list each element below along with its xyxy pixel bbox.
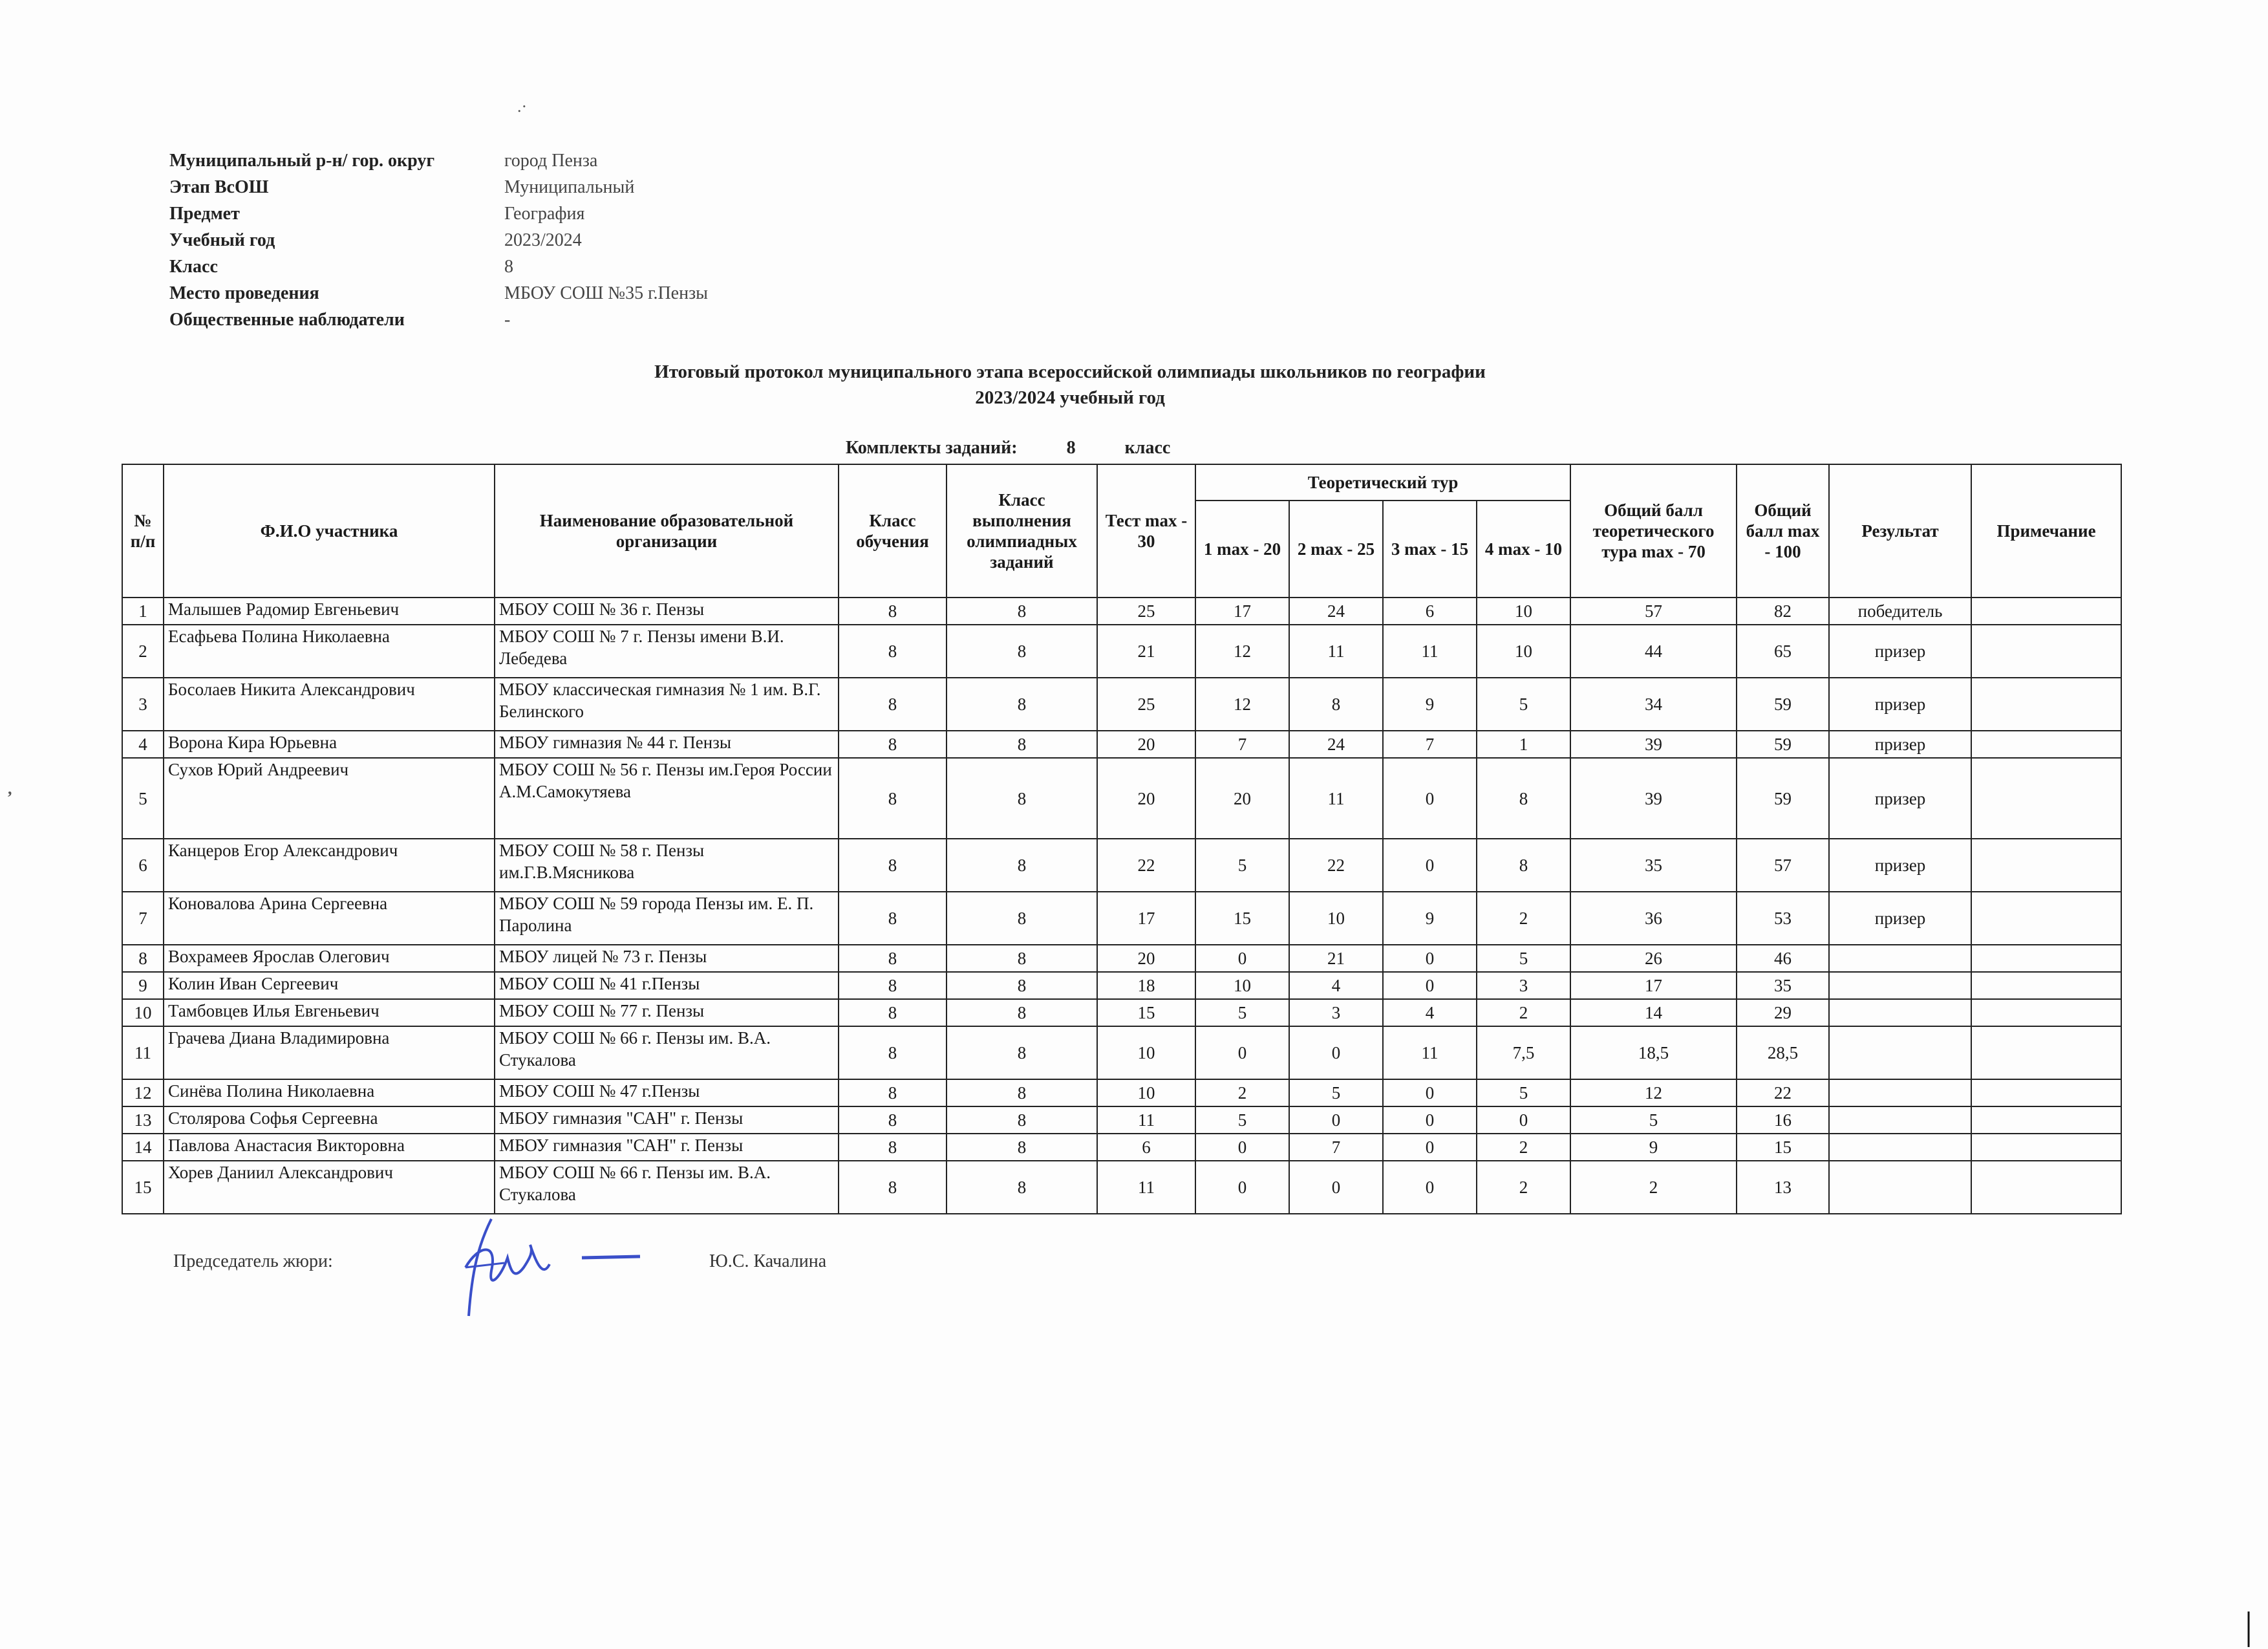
row-number: 6 [122, 839, 164, 892]
theory-total: 35 [1570, 839, 1737, 892]
chair-label: Председатель жюри: [173, 1251, 333, 1271]
test-score: 20 [1097, 945, 1195, 972]
task-3-score: 11 [1383, 625, 1477, 678]
task-grade: 8 [947, 1079, 1097, 1106]
participant-name: Коновалова Арина Сергеевна [164, 892, 495, 945]
participant-name: Хорев Даниил Александрович [164, 1161, 495, 1214]
task-1-score: 5 [1195, 999, 1289, 1026]
result: призер [1829, 731, 1971, 758]
participant-name: Есафьева Полина Николаевна [164, 625, 495, 678]
total-score: 28,5 [1737, 1026, 1829, 1079]
header-grade: Класс обучения [839, 464, 947, 598]
total-score: 46 [1737, 945, 1829, 972]
meta-row-observers [169, 307, 708, 333]
meta-value: 2023/2024 [504, 230, 582, 250]
test-score: 25 [1097, 598, 1195, 625]
theory-total: 26 [1570, 945, 1737, 972]
school-name: МБОУ СОШ № 59 города Пензы им. Е. П. Паролина [495, 892, 839, 945]
row-number: 3 [122, 678, 164, 731]
total-score: 59 [1737, 678, 1829, 731]
row-number: 13 [122, 1106, 164, 1134]
task-2-score: 0 [1289, 1106, 1383, 1134]
task-2-score: 22 [1289, 839, 1383, 892]
result [1829, 1134, 1971, 1161]
result: призер [1829, 678, 1971, 731]
theory-total: 57 [1570, 598, 1737, 625]
grade: 8 [839, 1026, 947, 1079]
table-row [122, 1106, 2121, 1134]
task-kit [846, 438, 1170, 458]
header-task-3: 3 max - 15 [1383, 501, 1477, 598]
meta-row-venue [169, 280, 708, 307]
header-task-2: 2 max - 25 [1289, 501, 1383, 598]
row-number: 14 [122, 1134, 164, 1161]
task-4-score: 5 [1477, 945, 1570, 972]
meta-row-grade [169, 253, 708, 280]
signature-drawing [453, 1206, 647, 1322]
task-4-score: 10 [1477, 598, 1570, 625]
grade: 8 [839, 731, 947, 758]
task-3-score: 4 [1383, 999, 1477, 1026]
result [1829, 1161, 1971, 1214]
meta-row-year [169, 227, 708, 253]
title-line-1: Итоговый протокол муниципального этапа всероссийской олимпиады школьников по географии [654, 361, 1486, 382]
task-grade: 8 [947, 999, 1097, 1026]
theory-total: 5 [1570, 1106, 1737, 1134]
result [1829, 1026, 1971, 1079]
note [1971, 598, 2121, 625]
task-4-score: 2 [1477, 1161, 1570, 1214]
table-row [122, 598, 2121, 625]
task-4-score: 0 [1477, 1106, 1570, 1134]
test-score: 15 [1097, 999, 1195, 1026]
document-meta [169, 147, 708, 333]
participant-name: Малышев Радомир Евгеньевич [164, 598, 495, 625]
grade: 8 [839, 839, 947, 892]
total-score: 53 [1737, 892, 1829, 945]
protocol-title [0, 359, 2140, 411]
row-number: 12 [122, 1079, 164, 1106]
test-score: 11 [1097, 1161, 1195, 1214]
theory-total: 39 [1570, 758, 1737, 839]
theory-total: 2 [1570, 1161, 1737, 1214]
note [1971, 972, 2121, 999]
header-task-4: 4 max - 10 [1477, 501, 1570, 598]
task-1-score: 5 [1195, 839, 1289, 892]
task-4-score: 5 [1477, 678, 1570, 731]
result [1829, 1106, 1971, 1134]
task-2-score: 8 [1289, 678, 1383, 731]
meta-label: Муниципальный р-н/ гор. округ [169, 150, 435, 171]
note [1971, 1161, 2121, 1214]
school-name: МБОУ СОШ № 41 г.Пензы [495, 972, 839, 999]
kit-label: Комплекты заданий: [846, 438, 1018, 458]
task-4-score: 8 [1477, 839, 1570, 892]
total-score: 13 [1737, 1161, 1829, 1214]
task-1-score: 0 [1195, 1134, 1289, 1161]
total-score: 29 [1737, 999, 1829, 1026]
test-score: 10 [1097, 1079, 1195, 1106]
note [1971, 731, 2121, 758]
total-score: 65 [1737, 625, 1829, 678]
participant-name: Синёва Полина Николаевна [164, 1079, 495, 1106]
results-table [122, 464, 2122, 1214]
table-body [122, 598, 2121, 1214]
school-name: МБОУ гимназия "САН" г. Пензы [495, 1106, 839, 1134]
grade: 8 [839, 1079, 947, 1106]
table-row [122, 839, 2121, 892]
grade: 8 [839, 678, 947, 731]
grade: 8 [839, 1161, 947, 1214]
theory-total: 14 [1570, 999, 1737, 1026]
task-grade: 8 [947, 1134, 1097, 1161]
task-1-score: 12 [1195, 678, 1289, 731]
meta-row-district [169, 147, 708, 174]
table-row [122, 758, 2121, 839]
header-theory: Теоретический тур [1195, 464, 1570, 501]
task-1-score: 12 [1195, 625, 1289, 678]
task-4-score: 10 [1477, 625, 1570, 678]
table-row [122, 731, 2121, 758]
test-score: 6 [1097, 1134, 1195, 1161]
task-4-score: 8 [1477, 758, 1570, 839]
note [1971, 892, 2121, 945]
task-1-score: 17 [1195, 598, 1289, 625]
meta-value: - [504, 309, 511, 330]
row-number: 11 [122, 1026, 164, 1079]
meta-label: Класс [169, 256, 218, 277]
theory-total: 9 [1570, 1134, 1737, 1161]
school-name: МБОУ СОШ № 66 г. Пензы им. В.А. Стукалова [495, 1026, 839, 1079]
theory-total: 34 [1570, 678, 1737, 731]
row-number: 15 [122, 1161, 164, 1214]
grade: 8 [839, 758, 947, 839]
meta-value: Муниципальный [504, 177, 635, 197]
meta-value: 8 [504, 256, 513, 277]
participant-name: Ворона Кира Юрьевна [164, 731, 495, 758]
meta-row-subject [169, 200, 708, 227]
task-grade: 8 [947, 758, 1097, 839]
note [1971, 999, 2121, 1026]
result: призер [1829, 839, 1971, 892]
result [1829, 972, 1971, 999]
table-row [122, 625, 2121, 678]
total-score: 59 [1737, 758, 1829, 839]
row-number: 9 [122, 972, 164, 999]
scan-speck: .· [517, 97, 528, 116]
theory-total: 39 [1570, 731, 1737, 758]
task-2-score: 0 [1289, 1026, 1383, 1079]
task-2-score: 24 [1289, 598, 1383, 625]
school-name: МБОУ СОШ № 77 г. Пензы [495, 999, 839, 1026]
participant-name: Канцеров Егор Александрович [164, 839, 495, 892]
table-row [122, 1161, 2121, 1214]
note [1971, 1079, 2121, 1106]
task-1-score: 0 [1195, 1026, 1289, 1079]
task-grade: 8 [947, 731, 1097, 758]
header-name: Ф.И.О участника [164, 464, 495, 598]
header-num: № п/п [122, 464, 164, 598]
theory-total: 12 [1570, 1079, 1737, 1106]
test-score: 21 [1097, 625, 1195, 678]
title-line-2: 2023/2024 учебный год [975, 387, 1165, 408]
row-number: 7 [122, 892, 164, 945]
header-total: Общий балл max - 100 [1737, 464, 1829, 598]
header-task-grade: Класс выполнения олимпиадных заданий [947, 464, 1097, 598]
header-result: Результат [1829, 464, 1971, 598]
total-score: 59 [1737, 731, 1829, 758]
task-1-score: 20 [1195, 758, 1289, 839]
task-3-score: 11 [1383, 1026, 1477, 1079]
task-3-score: 0 [1383, 972, 1477, 999]
meta-label: Учебный год [169, 230, 275, 250]
task-grade: 8 [947, 1026, 1097, 1079]
task-grade: 8 [947, 598, 1097, 625]
task-3-score: 0 [1383, 1106, 1477, 1134]
task-1-score: 7 [1195, 731, 1289, 758]
meta-label: Предмет [169, 203, 240, 224]
task-1-score: 5 [1195, 1106, 1289, 1134]
theory-total: 44 [1570, 625, 1737, 678]
test-score: 25 [1097, 678, 1195, 731]
result: победитель [1829, 598, 1971, 625]
meta-value: город Пенза [504, 150, 598, 171]
test-score: 10 [1097, 1026, 1195, 1079]
grade: 8 [839, 1106, 947, 1134]
task-4-score: 2 [1477, 999, 1570, 1026]
task-3-score: 9 [1383, 892, 1477, 945]
kit-suffix: класс [1124, 438, 1171, 458]
note [1971, 625, 2121, 678]
task-2-score: 10 [1289, 892, 1383, 945]
table-row [122, 1079, 2121, 1106]
table-row [122, 1026, 2121, 1079]
theory-total: 17 [1570, 972, 1737, 999]
signature-mark [453, 1206, 647, 1326]
task-3-score: 0 [1383, 758, 1477, 839]
school-name: МБОУ СОШ № 56 г. Пензы им.Героя России А.М.Самокутяева [495, 758, 839, 839]
task-grade: 8 [947, 1106, 1097, 1134]
task-4-score: 7,5 [1477, 1026, 1570, 1079]
note [1971, 1026, 2121, 1079]
grade: 8 [839, 999, 947, 1026]
task-2-score: 11 [1289, 625, 1383, 678]
school-name: МБОУ СОШ № 36 г. Пензы [495, 598, 839, 625]
scan-speck: | [2245, 1604, 2253, 1647]
task-grade: 8 [947, 839, 1097, 892]
task-3-score: 0 [1383, 1079, 1477, 1106]
table-row [122, 999, 2121, 1026]
meta-label: Этап ВсОШ [169, 177, 269, 197]
task-3-score: 9 [1383, 678, 1477, 731]
task-2-score: 4 [1289, 972, 1383, 999]
meta-row-stage [169, 174, 708, 200]
meta-value: МБОУ СОШ №35 г.Пензы [504, 283, 708, 303]
note [1971, 678, 2121, 731]
table-row [122, 678, 2121, 731]
task-1-score: 10 [1195, 972, 1289, 999]
result: призер [1829, 758, 1971, 839]
task-2-score: 21 [1289, 945, 1383, 972]
grade: 8 [839, 625, 947, 678]
grade: 8 [839, 972, 947, 999]
meta-label: Общественные наблюдатели [169, 309, 405, 330]
task-2-score: 11 [1289, 758, 1383, 839]
header-theory-total: Общий балл теоретического тура max - 70 [1570, 464, 1737, 598]
row-number: 10 [122, 999, 164, 1026]
scan-speck: , [8, 779, 12, 798]
header-test: Тест max - 30 [1097, 464, 1195, 598]
task-3-score: 0 [1383, 839, 1477, 892]
result [1829, 945, 1971, 972]
result [1829, 999, 1971, 1026]
task-grade: 8 [947, 945, 1097, 972]
result: призер [1829, 892, 1971, 945]
school-name: МБОУ СОШ № 58 г. Пензы им.Г.В.Мясникова [495, 839, 839, 892]
participant-name: Столярова Софья Сергеевна [164, 1106, 495, 1134]
header-org: Наименование образовательной организации [495, 464, 839, 598]
total-score: 22 [1737, 1079, 1829, 1106]
note [1971, 1106, 2121, 1134]
note [1971, 839, 2121, 892]
kit-value: 8 [1066, 438, 1076, 458]
table-row [122, 1134, 2121, 1161]
task-1-score: 0 [1195, 1161, 1289, 1214]
school-name: МБОУ гимназия № 44 г. Пензы [495, 731, 839, 758]
result: призер [1829, 625, 1971, 678]
total-score: 15 [1737, 1134, 1829, 1161]
participant-name: Сухов Юрий Андреевич [164, 758, 495, 839]
note [1971, 758, 2121, 839]
task-grade: 8 [947, 625, 1097, 678]
theory-total: 18,5 [1570, 1026, 1737, 1079]
row-number: 1 [122, 598, 164, 625]
grade: 8 [839, 598, 947, 625]
participant-name: Павлова Анастасия Викторовна [164, 1134, 495, 1161]
school-name: МБОУ классическая гимназия № 1 им. В.Г. Белинского [495, 678, 839, 731]
school-name: МБОУ СОШ № 66 г. Пензы им. В.А. Стукалова [495, 1161, 839, 1214]
task-grade: 8 [947, 1161, 1097, 1214]
meta-value: География [504, 203, 585, 224]
row-number: 5 [122, 758, 164, 839]
result [1829, 1079, 1971, 1106]
participant-name: Вохрамеев Ярослав Олегович [164, 945, 495, 972]
participant-name: Колин Иван Сергеевич [164, 972, 495, 999]
row-number: 2 [122, 625, 164, 678]
task-1-score: 2 [1195, 1079, 1289, 1106]
task-3-score: 6 [1383, 598, 1477, 625]
task-2-score: 5 [1289, 1079, 1383, 1106]
note [1971, 1134, 2121, 1161]
row-number: 4 [122, 731, 164, 758]
meta-label: Место проведения [169, 283, 319, 303]
participant-name: Тамбовцев Илья Евгеньевич [164, 999, 495, 1026]
task-1-score: 15 [1195, 892, 1289, 945]
grade: 8 [839, 892, 947, 945]
grade: 8 [839, 1134, 947, 1161]
table-row [122, 945, 2121, 972]
total-score: 82 [1737, 598, 1829, 625]
task-2-score: 0 [1289, 1161, 1383, 1214]
table-row [122, 892, 2121, 945]
task-3-score: 0 [1383, 1161, 1477, 1214]
note [1971, 945, 2121, 972]
task-2-score: 7 [1289, 1134, 1383, 1161]
total-score: 16 [1737, 1106, 1829, 1134]
table-row [122, 972, 2121, 999]
total-score: 57 [1737, 839, 1829, 892]
school-name: МБОУ СОШ № 7 г. Пензы имени В.И. Лебедева [495, 625, 839, 678]
task-4-score: 1 [1477, 731, 1570, 758]
header-note: Примечание [1971, 464, 2121, 598]
test-score: 22 [1097, 839, 1195, 892]
row-number: 8 [122, 945, 164, 972]
task-3-score: 0 [1383, 945, 1477, 972]
task-4-score: 2 [1477, 1134, 1570, 1161]
task-2-score: 24 [1289, 731, 1383, 758]
task-grade: 8 [947, 972, 1097, 999]
task-4-score: 3 [1477, 972, 1570, 999]
school-name: МБОУ лицей № 73 г. Пензы [495, 945, 839, 972]
participant-name: Босолаев Никита Александрович [164, 678, 495, 731]
task-3-score: 7 [1383, 731, 1477, 758]
test-score: 11 [1097, 1106, 1195, 1134]
school-name: МБОУ СОШ № 47 г.Пензы [495, 1079, 839, 1106]
total-score: 35 [1737, 972, 1829, 999]
test-score: 17 [1097, 892, 1195, 945]
task-2-score: 3 [1289, 999, 1383, 1026]
grade: 8 [839, 945, 947, 972]
header-task-1: 1 max - 20 [1195, 501, 1289, 598]
test-score: 18 [1097, 972, 1195, 999]
participant-name: Грачева Диана Владимировна [164, 1026, 495, 1079]
task-grade: 8 [947, 678, 1097, 731]
chair-name: Ю.С. Качалина [709, 1251, 827, 1271]
task-1-score: 0 [1195, 945, 1289, 972]
school-name: МБОУ гимназия "САН" г. Пензы [495, 1134, 839, 1161]
task-grade: 8 [947, 892, 1097, 945]
test-score: 20 [1097, 758, 1195, 839]
task-4-score: 2 [1477, 892, 1570, 945]
task-4-score: 5 [1477, 1079, 1570, 1106]
task-3-score: 0 [1383, 1134, 1477, 1161]
theory-total: 36 [1570, 892, 1737, 945]
test-score: 20 [1097, 731, 1195, 758]
